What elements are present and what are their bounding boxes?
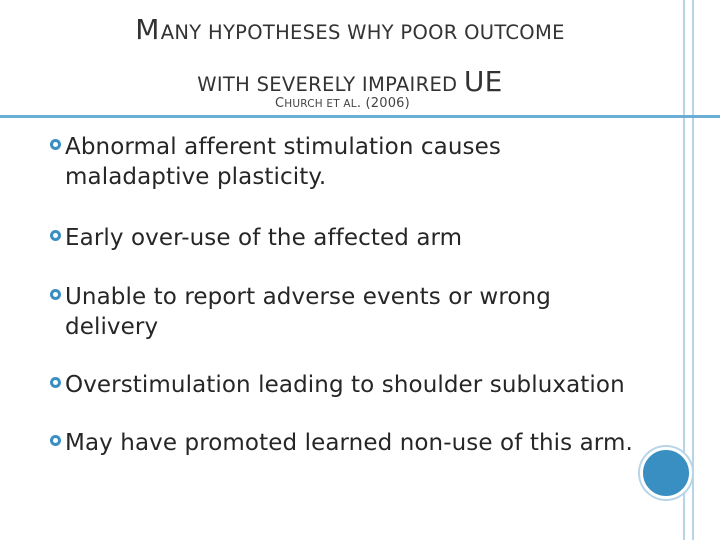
title-line-1-text: ANY HYPOTHESES WHY POOR OUTCOME (160, 21, 565, 44)
circle-bullet-icon (50, 435, 61, 446)
decorative-circle-icon (640, 447, 692, 499)
decorative-side-line-inner (692, 0, 694, 540)
title-line-2-acronym: UE (463, 65, 503, 98)
subtitle-smallcaps: HURCH ET AL (284, 98, 357, 110)
slide-title (10, 2, 690, 106)
bullet-text: Overstimulation leading to shoulder subluxation (65, 372, 625, 398)
circle-bullet-icon (50, 377, 61, 388)
title-divider-line (0, 115, 720, 118)
circle-bullet-icon (50, 139, 61, 150)
bullet-text: Early over-use of the affected arm (65, 225, 463, 251)
slide-title-line-1 (10, 2, 690, 54)
bullet-item (50, 132, 650, 192)
subtitle-rest: . (2006) (356, 96, 410, 111)
circle-bullet-icon (50, 230, 61, 241)
title-line-2-text: WITH SEVERELY IMPAIRED (197, 73, 464, 96)
bullet-text: Abnormal afferent stimulation causes maladaptive plasticity. (65, 134, 501, 190)
title-initial: M (135, 13, 160, 46)
bullet-item (50, 223, 650, 253)
bullet-text: Unable to report adverse events or wrong delivery (65, 284, 551, 340)
subtitle-initial: C (275, 96, 285, 111)
bullet-item (50, 282, 650, 342)
bullet-item (50, 370, 650, 400)
slide-subtitle-citation (275, 96, 410, 111)
circle-bullet-icon (50, 289, 61, 300)
bullet-text: May have promoted learned non-use of this arm. (65, 430, 633, 456)
bullet-item (50, 428, 650, 458)
